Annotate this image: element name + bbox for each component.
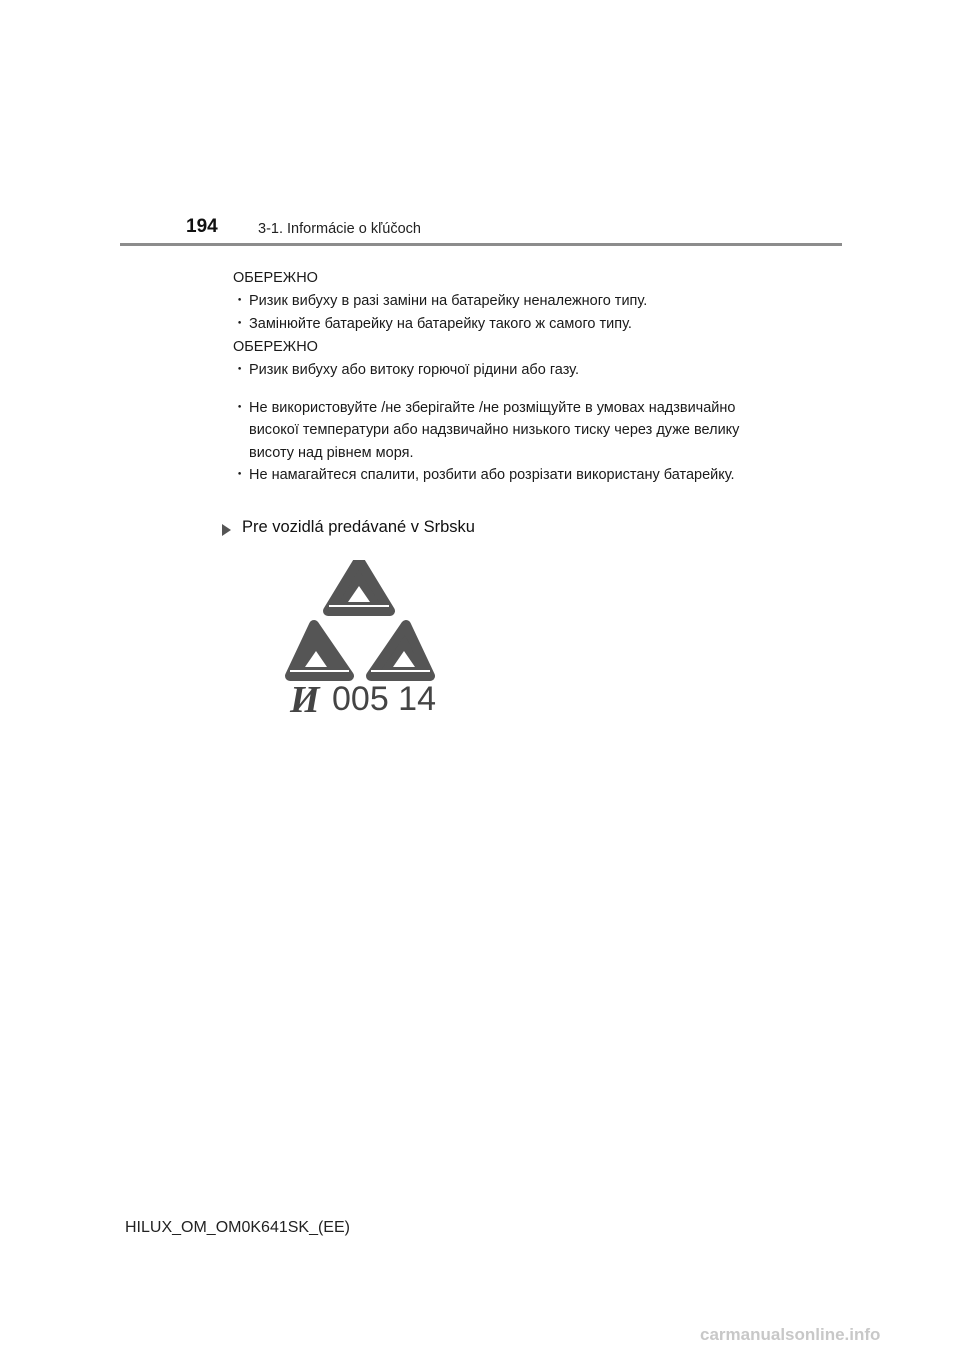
mark-code: 005 14 [332,680,436,718]
triangle-right-icon [371,625,430,676]
caution-list [233,290,753,335]
triangle-left-icon [290,625,349,676]
section-title: 3-1. Informácie o kľúčoch [258,221,421,237]
caution-item [233,290,753,313]
caution-item [233,397,753,465]
caution-item-text: Ризик вибуху в разі заміни на батарейку неналежного типу. [249,293,648,309]
caution-list [233,359,753,487]
bullet-dot-icon: ･ [236,362,244,378]
document-code: HILUX_OM_OM0K641SK_(EE) [125,1219,350,1236]
certification-mark [282,560,437,720]
caution-item-text: Не намагайтеся спалити, розбити або розрізати використану батарейку. [249,467,735,483]
caution-item-text: Не використовуйте /не зберігайте /не розміщуйте в умовах надзвичайно високої температури або надзвичайно низького тиску через дуже велику висоту над рівнем моря. [249,399,740,461]
caution-item-text: Ризик вибуху або витоку горючої рідини або газу. [249,362,580,378]
warnings-block [233,266,753,487]
page-header [120,212,842,246]
triangle-top-icon [328,560,390,611]
caution-item-text: Замінюйте батарейку на батарейку такого ж самого типу. [249,315,632,332]
caution-item [233,359,753,382]
watermark: carmanualsonline.info [700,1325,881,1344]
bullet-dot-icon: ･ [236,315,244,332]
mark-letter: И [290,679,320,720]
triangle-bullet-icon [222,524,231,536]
triangles-logo-icon [290,560,430,676]
page-number: 194 [186,216,218,237]
bullet-dot-icon: ･ [236,399,244,416]
subsection-label: Pre vozidlá predávané v Srbsku [242,518,475,536]
caution-item [233,464,753,487]
bullet-dot-icon: ･ [236,467,244,483]
bullet-dot-icon: ･ [236,293,244,309]
header-rule [120,243,842,246]
caution-heading: ОБЕРЕЖНО [233,270,318,286]
caution-item [233,313,753,336]
caution-heading: ОБЕРЕЖНО [233,339,318,355]
